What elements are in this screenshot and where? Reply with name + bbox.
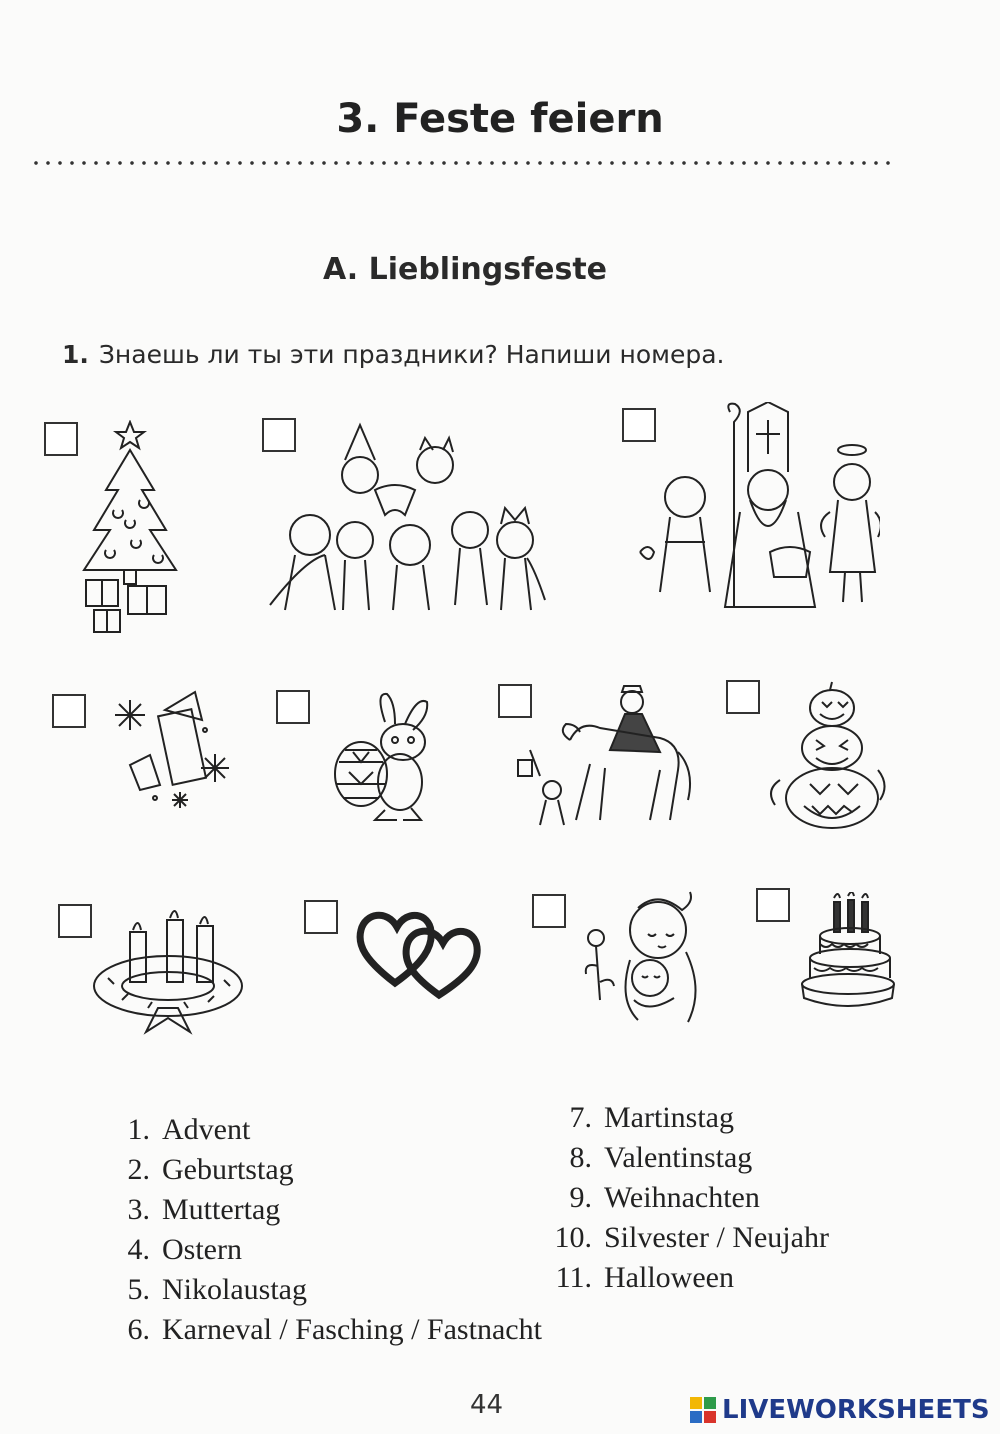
list-item	[122, 1150, 542, 1190]
task-instruction	[62, 340, 725, 369]
saint-nicholas-icon	[630, 402, 880, 612]
hearts-icon	[355, 905, 485, 1000]
answer-box-birthday[interactable]	[756, 888, 790, 922]
list-item-number: 3.	[127, 1193, 150, 1226]
list-item-label: Silvester / Neujahr	[604, 1221, 829, 1254]
list-item-label: Ostern	[162, 1233, 242, 1266]
list-item-number: 9.	[569, 1181, 592, 1214]
list-item-label: Nikolaustag	[162, 1273, 307, 1306]
list-item	[122, 1310, 542, 1350]
list-item-number: 1.	[127, 1113, 150, 1146]
answer-box-easter[interactable]	[276, 690, 310, 724]
list-item	[548, 1258, 829, 1298]
list-item-number: 6.	[127, 1313, 150, 1346]
easter-bunny-icon	[325, 692, 445, 822]
answer-box-valentine[interactable]	[304, 900, 338, 934]
list-item-number: 8.	[569, 1141, 592, 1174]
logo-mark-icon	[690, 1397, 716, 1423]
list-item-label: Karneval / Fasching / Fastnacht	[162, 1313, 542, 1346]
list-item	[548, 1218, 829, 1258]
dotted-divider	[30, 160, 890, 166]
holiday-list-left	[122, 1110, 542, 1350]
task-number: 1.	[62, 340, 89, 369]
list-item	[548, 1178, 829, 1218]
list-item-number: 7.	[569, 1101, 592, 1134]
fireworks-icon	[110, 690, 240, 810]
mother-child-icon	[578, 890, 718, 1025]
list-item	[548, 1098, 829, 1138]
list-item	[548, 1138, 829, 1178]
list-item-number: 4.	[127, 1233, 150, 1266]
list-item	[122, 1270, 542, 1310]
list-item-number: 11.	[555, 1261, 592, 1294]
list-item-number: 5.	[127, 1273, 150, 1306]
list-item-label: Muttertag	[162, 1193, 281, 1226]
advent-wreath-icon	[88, 908, 248, 1038]
carnival-children-icon	[265, 420, 555, 620]
liveworksheets-logo	[690, 1394, 990, 1426]
list-item-label: Martinstag	[604, 1101, 734, 1134]
saint-martin-rider-icon	[510, 680, 710, 830]
list-item-label: Halloween	[604, 1261, 734, 1294]
section-title: A. Lieblingsfeste	[322, 252, 608, 287]
task-text: Знаешь ли ты эти праздники? Напиши номера.	[98, 340, 725, 369]
page-number: 44	[470, 1390, 504, 1420]
list-item-label: Geburtstag	[162, 1153, 294, 1186]
answer-box-halloween[interactable]	[726, 680, 760, 714]
halloween-pumpkins-icon	[760, 680, 890, 830]
page-title: 3. Feste feiern	[336, 96, 664, 142]
list-item-number: 2.	[127, 1153, 150, 1186]
answer-box-mother[interactable]	[532, 894, 566, 928]
answer-box-advent[interactable]	[58, 904, 92, 938]
list-item-label: Advent	[162, 1113, 251, 1146]
list-item-number: 10.	[554, 1221, 592, 1254]
list-item	[122, 1110, 542, 1150]
list-item-label: Valentinstag	[604, 1141, 753, 1174]
holiday-list-right	[548, 1098, 829, 1298]
list-item-label: Weihnachten	[604, 1181, 760, 1214]
list-item	[122, 1190, 542, 1230]
logo-wordmark: LIVEWORKSHEETS	[722, 1395, 990, 1425]
birthday-cake-icon	[800, 892, 895, 1007]
list-item	[122, 1230, 542, 1270]
answer-box-fireworks[interactable]	[52, 694, 86, 728]
christmas-tree-icon	[70, 420, 190, 640]
